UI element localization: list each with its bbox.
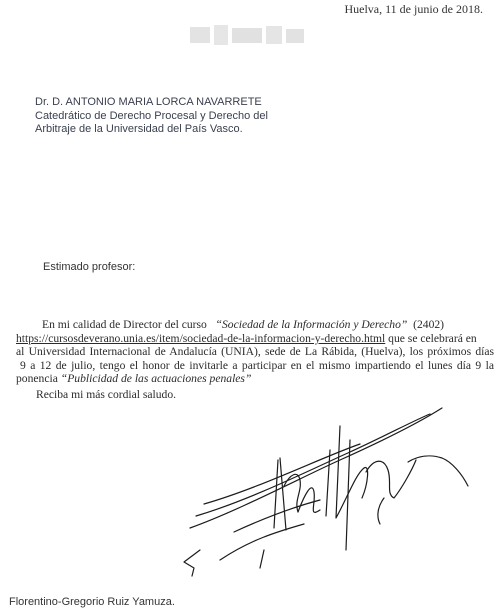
signer-name: Florentino-Gregorio Ruiz Yamuza.: [9, 596, 175, 608]
recipient-block: [35, 96, 365, 137]
course-code: (2402): [413, 318, 445, 331]
course-link[interactable]: https://cursosdeverano.unia.es/item/sociedad-de-la-informacion-y-derecho.html: [16, 331, 386, 345]
recipient-name: Dr. D. ANTONIO MARIA LORCA NAVARRETE: [35, 96, 262, 108]
salutation: Estimado profesor:: [43, 261, 136, 273]
letter-date: Huelva, 11 de junio de 2018.: [344, 2, 483, 16]
recipient-position-line1: Catedrático de Derecho Procesal y Derecho del: [35, 109, 268, 122]
course-title: “Sociedad de la Información y Derecho”: [215, 318, 408, 331]
body-line-1: [16, 318, 494, 332]
body-line-3: al Universidad Internacional de Andalucía (UNIA), sede de La Rábida, (Huelva), los próximos días: [16, 345, 494, 359]
closing-line: Reciba mi más cordial saludo.: [36, 388, 177, 401]
faded-letterhead-logo: [188, 21, 306, 49]
body-part2: que se celebrará en: [388, 331, 477, 345]
talk-title: “Publicidad de las actuaciones penales”: [60, 372, 252, 386]
handwritten-signature: [180, 400, 470, 580]
recipient-position-line2: Arbitraje de la Universidad del País Vasco.: [35, 123, 243, 136]
body-line-5: [16, 372, 494, 386]
body-intro: En mi calidad de Director del curso: [42, 318, 207, 331]
body-line-2: [16, 332, 494, 346]
letter-body: [16, 318, 494, 386]
ponencia-label: ponencia: [16, 372, 58, 386]
body-line-4: 9 a 12 de julio, tengo el honor de invitarle a participar en el mismo impartiendo el lunes día 9 la: [20, 358, 494, 372]
